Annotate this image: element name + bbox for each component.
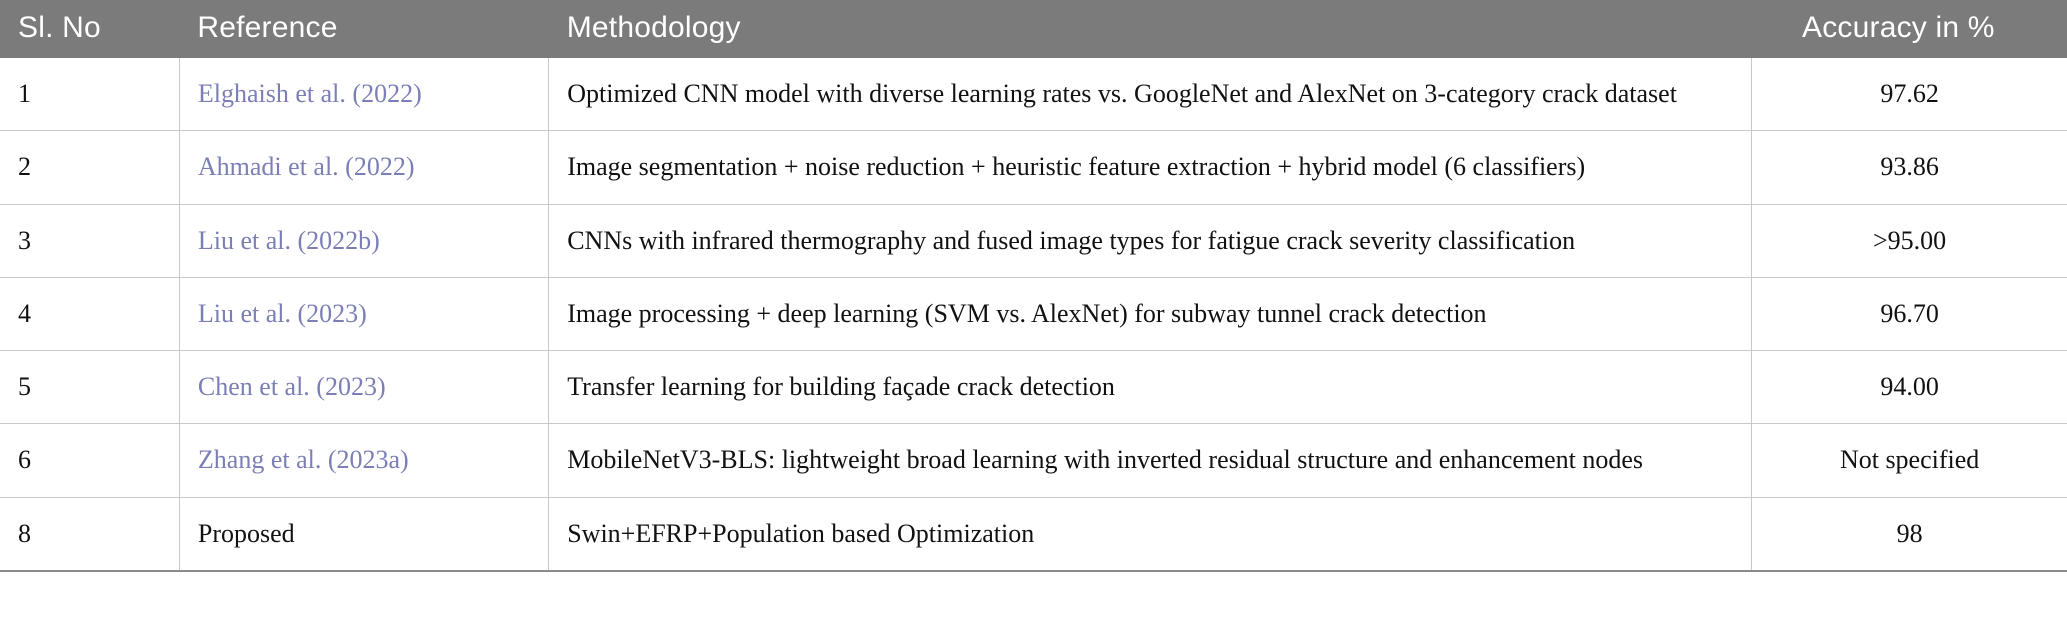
column-header-accuracy: Accuracy in % [1752,0,2067,58]
table-row [0,131,2067,204]
cell-methodology: MobileNetV3-BLS: lightweight broad learning with inverted residual structure and enhancement nodes [549,424,1752,497]
cell-methodology: Image processing + deep learning (SVM vs. AlexNet) for subway tunnel crack detection [549,277,1752,350]
cell-reference [179,131,548,204]
reference-link[interactable]: Zhang et al. (2023a) [197,445,409,475]
cell-accuracy: 96.70 [1752,277,2067,350]
table-row [0,351,2067,424]
cell-accuracy: 94.00 [1752,351,2067,424]
cell-sl-no: 6 [0,424,179,497]
cell-sl-no: 4 [0,277,179,350]
cell-methodology: CNNs with infrared thermography and fused image types for fatigue crack severity classification [549,204,1752,277]
cell-sl-no: 1 [0,58,179,131]
cell-accuracy: 98 [1752,497,2067,571]
cell-reference [179,204,548,277]
table-row [0,58,2067,131]
table-header [0,0,2067,58]
cell-methodology: Swin+EFRP+Population based Optimization [549,497,1752,571]
reference-link[interactable]: Liu et al. (2023) [197,298,367,328]
cell-accuracy: Not specified [1752,424,2067,497]
reference-link[interactable]: Chen et al. (2023) [197,372,386,402]
cell-sl-no: 2 [0,131,179,204]
cell-reference [179,424,548,497]
column-header-reference: Reference [179,0,548,58]
reference-link[interactable]: Liu et al. (2022b) [197,225,380,255]
reference-text: Proposed [197,518,295,548]
cell-reference [179,497,548,571]
cell-accuracy: 97.62 [1752,58,2067,131]
reference-link[interactable]: Ahmadi et al. (2022) [197,152,415,182]
cell-accuracy: 93.86 [1752,131,2067,204]
table-header-row [0,0,2067,58]
cell-methodology: Optimized CNN model with diverse learning rates vs. GoogleNet and AlexNet on 3-category crack dataset [549,58,1752,131]
table-row [0,497,2067,571]
cell-reference [179,351,548,424]
cell-sl-no: 8 [0,497,179,571]
reference-link[interactable]: Elghaish et al. (2022) [197,79,422,108]
table-row [0,424,2067,497]
table-row [0,277,2067,350]
column-header-methodology: Methodology [549,0,1752,58]
cell-sl-no: 5 [0,351,179,424]
cell-reference [179,58,548,131]
cell-sl-no: 3 [0,204,179,277]
cell-methodology: Transfer learning for building façade crack detection [549,351,1752,424]
cell-methodology: Image segmentation + noise reduction + heuristic feature extraction + hybrid model (6 classifiers) [549,131,1752,204]
table-body [0,58,2067,571]
column-header-sl-no: Sl. No [0,0,179,58]
cell-reference [179,277,548,350]
cell-accuracy: >95.00 [1752,204,2067,277]
table-row [0,204,2067,277]
